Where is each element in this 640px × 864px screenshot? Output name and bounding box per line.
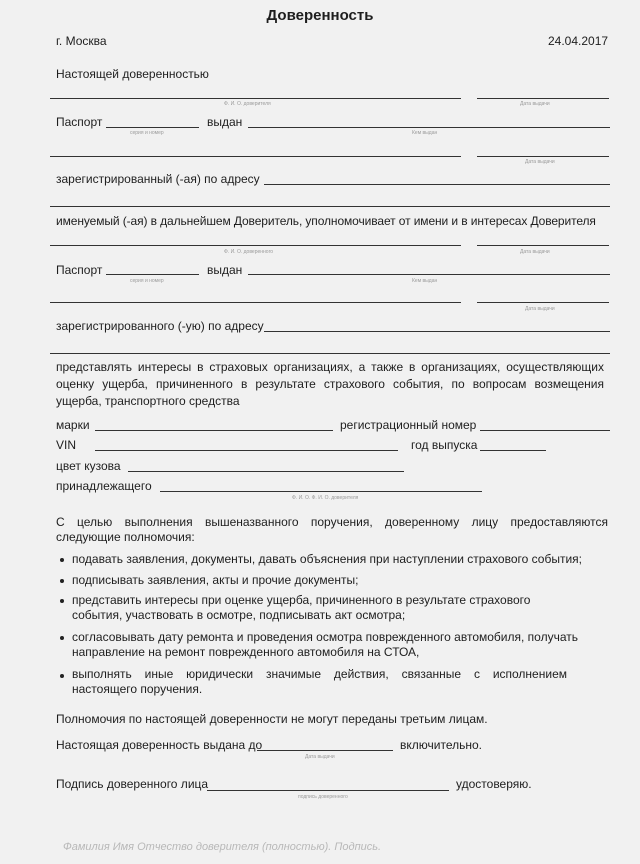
signature-label: Подпись доверенного лица bbox=[56, 777, 209, 791]
owner-label: принадлежащего bbox=[56, 479, 152, 493]
power-item-1: подавать заявления, документы, давать объяснения при наступлении страхового события; bbox=[72, 552, 582, 566]
document-date: 24.04.2017 bbox=[548, 34, 609, 48]
caption-valid-date: Дата выдачи bbox=[305, 754, 335, 760]
bullet-icon bbox=[60, 579, 64, 583]
no-transfer-text: Полномочия по настоящей доверенности не могут переданы третьим лицам. bbox=[56, 712, 488, 726]
principal-name-line[interactable] bbox=[50, 98, 461, 99]
passport-number-line-1[interactable] bbox=[106, 127, 199, 128]
year-label: год выпуска bbox=[411, 438, 478, 452]
address-line-2[interactable] bbox=[264, 331, 610, 332]
issued-label-1: выдан bbox=[207, 115, 243, 129]
car-make-line[interactable] bbox=[95, 430, 333, 431]
caption-issue-date-2: Дата выдачи bbox=[520, 249, 550, 255]
passport-date-line-2[interactable] bbox=[477, 302, 609, 303]
issued-by-continued-line-1[interactable] bbox=[50, 156, 461, 157]
power-item-4: согласовывать дату ремонта и проведения осмотра поврежденного автомобиля, получать направление на ремонт поврежденного автомобиля на СТОА, bbox=[72, 630, 578, 659]
car-make-label: марки bbox=[56, 418, 90, 432]
footer-note: Фамилия Имя Отчество доверителя (полностью). Подпись. bbox=[63, 841, 382, 853]
issued-by-line-1[interactable] bbox=[248, 127, 610, 128]
valid-until-label: Настоящая доверенность выдана до bbox=[56, 738, 263, 752]
color-line[interactable] bbox=[128, 471, 404, 472]
registered-label-1: зарегистрированный (-ая) по адресу bbox=[56, 172, 260, 186]
reg-number-line[interactable] bbox=[480, 430, 610, 431]
document-title: Доверенность bbox=[266, 7, 374, 24]
passport-label-2: Паспорт bbox=[56, 263, 103, 277]
trustee-name-line[interactable] bbox=[50, 245, 461, 246]
trustee-date-line[interactable] bbox=[477, 245, 609, 246]
power-item-2: подписывать заявления, акты и прочие документы; bbox=[72, 573, 359, 587]
bullet-icon bbox=[60, 558, 64, 562]
caption-series-number-2: серия и номер bbox=[130, 278, 164, 284]
issued-by-continued-line-2[interactable] bbox=[50, 302, 461, 303]
inclusive-label: включительно. bbox=[400, 738, 482, 752]
reg-number-label: регистрационный номер bbox=[340, 418, 477, 432]
powers-intro: С целью выполнения вышеназванного поручения, доверенному лицу предоставляются следующие полномочия: bbox=[56, 515, 608, 544]
caption-series-number-1: серия и номер bbox=[130, 130, 164, 136]
city: г. Москва bbox=[56, 34, 107, 48]
color-label: цвет кузова bbox=[56, 459, 121, 473]
caption-fio: Ф. И. О. доверителя bbox=[224, 101, 271, 107]
registered-label-2: зарегистрированного (-ую) по адресу bbox=[56, 319, 264, 333]
intro-text: Настоящей доверенностью bbox=[56, 67, 209, 81]
principal-date-line[interactable] bbox=[477, 98, 609, 99]
bullet-icon bbox=[60, 674, 64, 678]
caption-issued-by-2: Кем выдан bbox=[412, 278, 438, 284]
caption-fio-owner: Ф. И. О. Ф. И. О. доверителя bbox=[292, 495, 359, 501]
bullet-icon bbox=[60, 599, 64, 603]
bullet-icon bbox=[60, 636, 64, 640]
vin-line[interactable] bbox=[95, 450, 398, 451]
caption-issue-date: Дата выдачи bbox=[520, 101, 550, 107]
caption-fio-trustee: Ф. И. О. доверенного bbox=[224, 249, 274, 255]
valid-until-line[interactable] bbox=[257, 750, 393, 751]
caption-date-2: Дата выдачи bbox=[525, 306, 555, 312]
address-line-1[interactable] bbox=[264, 184, 610, 185]
passport-label-1: Паспорт bbox=[56, 115, 103, 129]
authorizes-text: именуемый (-ая) в дальнейшем Доверитель, уполномочивает от имени и в интересах Доверителя bbox=[56, 214, 596, 228]
owner-line[interactable] bbox=[160, 491, 482, 492]
passport-number-line-2[interactable] bbox=[106, 274, 199, 275]
year-line[interactable] bbox=[480, 450, 546, 451]
signature-line[interactable] bbox=[207, 790, 449, 791]
vin-label: VIN bbox=[56, 438, 77, 452]
represent-paragraph: представлять интересы в страховых организациях, а также в организациях, осуществляющих оценку ущерба, причиненного в результате страхового события, по вопросам возмещения ущерба, транспортного средства bbox=[56, 360, 604, 408]
passport-date-line-1[interactable] bbox=[477, 156, 609, 157]
certify-label: удостоверяю. bbox=[456, 777, 532, 791]
power-item-5: выполнять иные юридически значимые действия, связанные с исполнением настоящего поручения. bbox=[72, 667, 567, 696]
issued-label-2: выдан bbox=[207, 263, 243, 277]
caption-signature: подпись доверенного bbox=[298, 794, 348, 800]
issued-by-line-2[interactable] bbox=[248, 274, 610, 275]
address-continued-line-2[interactable] bbox=[50, 353, 610, 354]
caption-issued-by-1: Кем выдан bbox=[412, 130, 438, 136]
power-item-3: представить интересы при оценке ущерба, причиненного в результате страхового события, участвовать в осмотре, подписывать акт осмотра; bbox=[72, 593, 531, 622]
caption-date-1: Дата выдачи bbox=[525, 159, 555, 165]
address-continued-line-1[interactable] bbox=[50, 206, 610, 207]
